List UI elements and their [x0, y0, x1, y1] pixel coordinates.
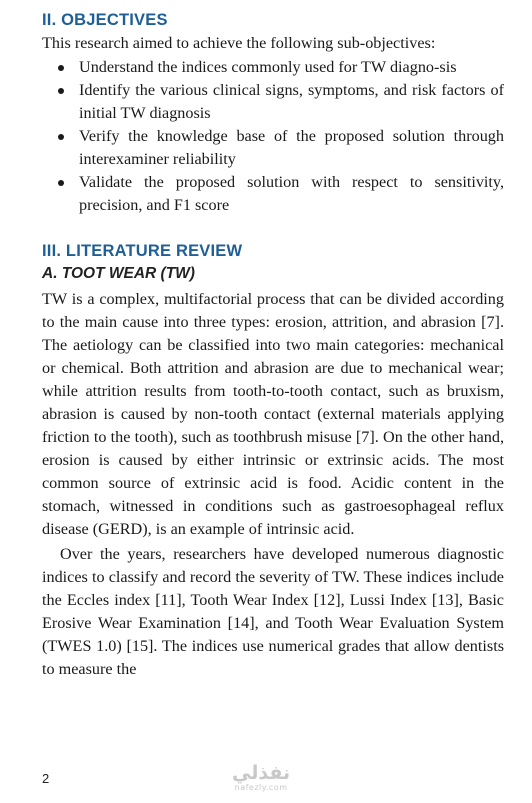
- list-item: [42, 171, 504, 217]
- bullet-icon: [58, 88, 64, 94]
- list-item: [42, 56, 504, 79]
- list-item: [42, 125, 504, 171]
- page-number: 2: [42, 771, 50, 786]
- objective-text: Verify the knowledge base of the proposed solution through interexaminer reliability: [79, 127, 504, 168]
- watermark-main: نفذلي: [232, 762, 291, 784]
- bullet-icon: [58, 134, 64, 140]
- objectives-intro: This research aimed to achieve the following sub-objectives:: [42, 34, 436, 52]
- bullet-icon: [58, 180, 64, 186]
- bullet-icon: [58, 65, 64, 71]
- subsection-heading: A. TOOT WEAR (TW): [42, 265, 195, 282]
- literature-heading: III. LITERATURE REVIEW: [42, 242, 243, 260]
- objective-text: Identify the various clinical signs, symptoms, and risk factors of initial TW diagnosis: [79, 81, 504, 122]
- paragraph-indices: Over the years, researchers have developed numerous diagnostic indices to classify and record the severity of TW. These indices include the Eccles index [11], Tooth Wear Index [12], Lussi Index [13], Basic Erosive Wear Examination [14], and Tooth Wear Evaluation System (TWES 1.0) [15]. The indices use numerical grades that allow dentists to measure the: [42, 545, 504, 678]
- paragraph-tooth-wear: TW is a complex, multifactorial process that can be divided according to the main cause into three types: erosion, attrition, and abrasion [7]. The aetiology can be classified into two main categories: mechanical or chemical. Both attrition and abrasion are due to mechanical wear; while attrition results from tooth-to-tooth contact, such as bruxism, abrasion is caused by non-tooth contact (external materials applying friction to the tooth), such as toothbrush misuse [7]. On the other hand, erosion is caused by either intrinsic or extrinsic acids. The most common source of extrinsic acid is food. Acidic content in the stomach, witnessed in conditions such as gastroesophageal reflux disease (GERD), is an example of intrinsic acid.: [42, 290, 504, 538]
- objectives-heading: II. OBJECTIVES: [42, 11, 168, 29]
- list-item: [42, 79, 504, 125]
- watermark-url: nafezly.com: [234, 783, 288, 792]
- objective-text: Validate the proposed solution with respect to sensitivity, precision, and F1 score: [79, 173, 504, 214]
- objective-text: Understand the indices commonly used for TW diagno-sis: [79, 58, 457, 76]
- watermark-logo: [232, 763, 290, 793]
- page-content: [42, 10, 504, 681]
- objectives-list: [42, 56, 504, 217]
